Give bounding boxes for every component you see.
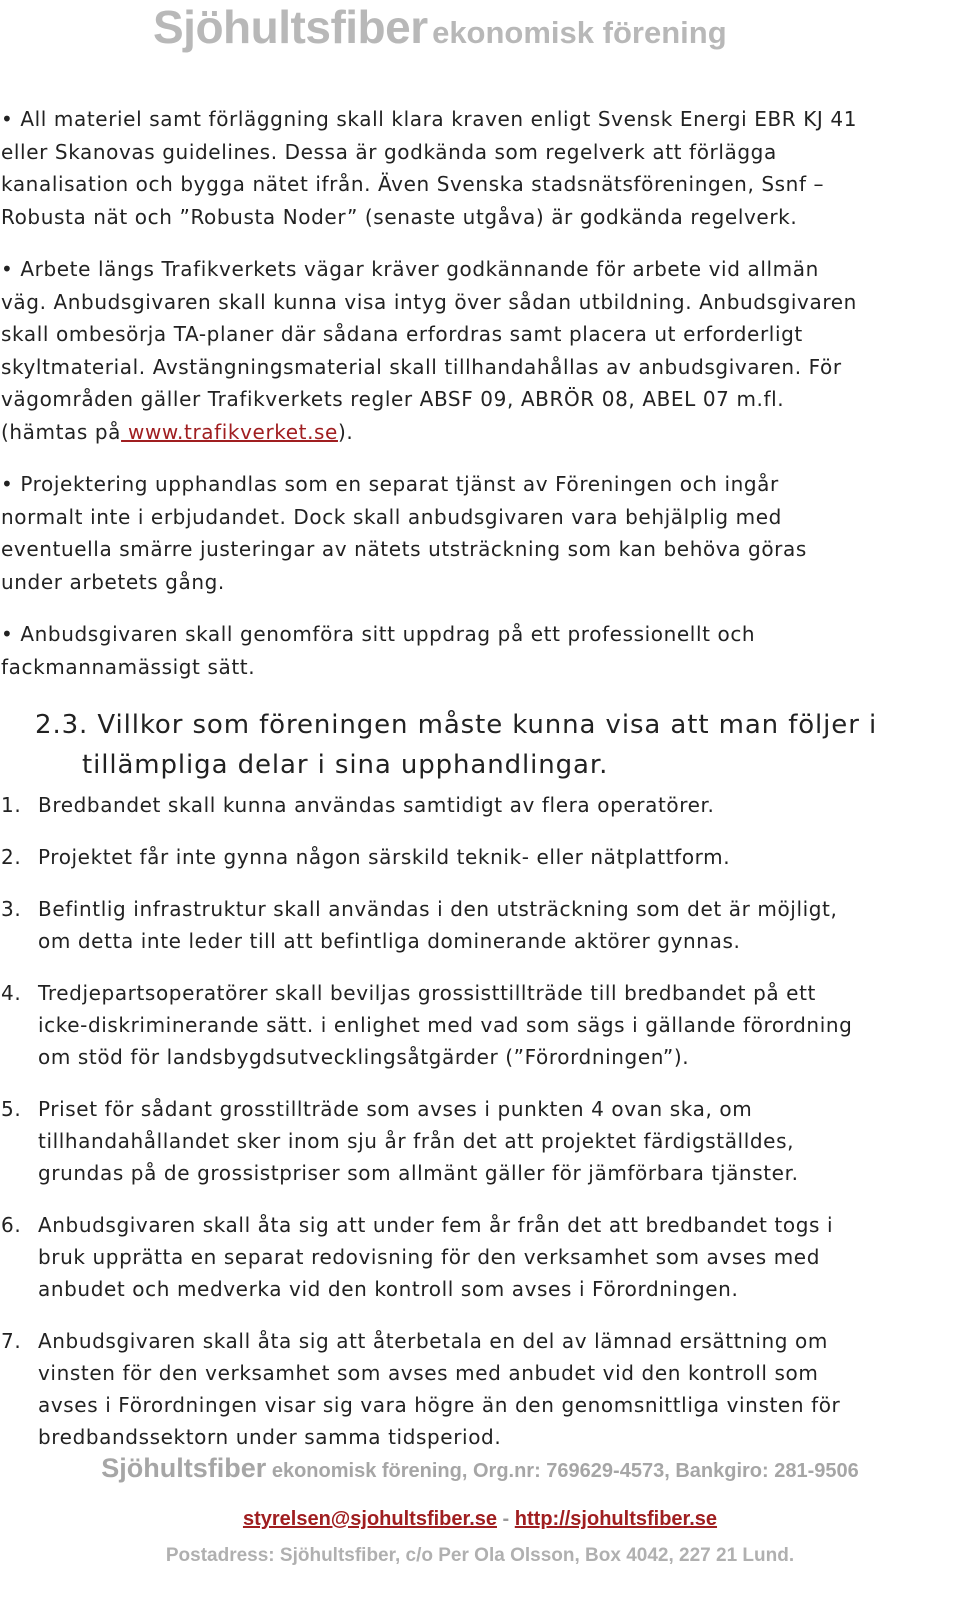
document-header xyxy=(153,0,727,53)
list-item xyxy=(1,789,956,821)
text-line: tillhandahållandet sker inom sju år från det att projektet färdigställdes, xyxy=(38,1129,795,1153)
list-item xyxy=(1,1093,956,1189)
footer-email-link[interactable]: styrelsen@sjohultsfiber.se xyxy=(242,1508,497,1530)
text-line: grundas på de grossistpriser som allmänt gäller för jämförbara tjänster. xyxy=(38,1161,799,1185)
link-prefix: (hämtas på xyxy=(1,419,122,444)
text-line: eventuella smärre justeringar av nätets utsträckning som kan behöva göras xyxy=(1,537,807,561)
bullet-paragraph xyxy=(1,468,956,598)
section-heading-line: 2.3. Villkor som föreningen måste kunna visa att man följer i xyxy=(35,710,878,740)
text-line: bruk upprätta en separat redovisning för den verksamhet som avses med xyxy=(38,1245,821,1269)
section-heading-line: tillämpliga delar i sina upphandlingar. xyxy=(82,750,609,780)
text-line: skall ombesörja TA-planer där sådana erfordras samt placera ut erforderligt xyxy=(1,322,803,346)
text-line: icke-diskriminerande sätt. i enlighet med vad som sägs i gällande förordning xyxy=(38,1013,853,1037)
text-line: Projektet får inte gynna någon särskild teknik- eller nätplattform. xyxy=(38,845,731,869)
header-brand: Sjöhultsfiber xyxy=(153,1,428,53)
list-number: 7. xyxy=(1,1329,22,1353)
header-subtitle: ekonomisk förening xyxy=(432,15,727,50)
list-item xyxy=(1,1209,956,1305)
text-line: väg. Anbudsgivaren skall kunna visa intyg över sådan utbildning. Anbudsgivaren xyxy=(1,289,857,314)
bullet-paragraph xyxy=(1,253,956,448)
list-number: 2. xyxy=(1,845,22,869)
list-number: 6. xyxy=(1,1213,22,1237)
text-line: Befintlig infrastruktur skall användas i den utsträckning som det är möjligt, xyxy=(38,897,838,921)
list-number: 4. xyxy=(1,981,22,1005)
bullet-paragraph xyxy=(1,103,956,233)
list-number: 1. xyxy=(1,793,22,817)
text-line: kanalisation och bygga nätet ifrån. Även Svenska stadsnätsföreningen, Ssnf – xyxy=(1,172,825,196)
text-line: vägområden gäller Trafikverkets regler ABSF 09, ABRÖR 08, ABEL 07 m.fl. xyxy=(1,387,785,411)
text-line: Robusta nät och ”Robusta Noder” (senaste utgåva) är godkända regelverk. xyxy=(1,204,798,229)
text-line: skyltmaterial. Avstängningsmaterial skall tillhandahållas av anbudsgivaren. För xyxy=(1,354,842,379)
text-line: bredbandssektorn under samma tidsperiod. xyxy=(38,1425,502,1449)
list-item xyxy=(1,841,956,873)
text-line: Priset för sådant grosstillträde som avses i punkten 4 ovan ska, om xyxy=(38,1097,753,1121)
trafikverket-link[interactable]: www.trafikverket.se xyxy=(121,419,338,444)
footer-website-link[interactable]: http://sjohultsfiber.se xyxy=(514,1508,718,1530)
section-heading xyxy=(1,705,956,785)
text-line: • All materiel samt förläggning skall klara kraven enligt Svensk Energi EBR KJ 41 xyxy=(1,107,858,131)
text-line: om detta inte leder till att befintliga dominerande aktörer gynnas. xyxy=(38,929,741,953)
numbered-list xyxy=(1,789,956,1453)
text-line: avses i Förordningen visar sig vara högre än den genomsnittliga vinsten för xyxy=(38,1393,841,1417)
footer-brand: Sjöhultsfiber xyxy=(101,1453,267,1483)
text-line: • Projektering upphandlas som en separat tjänst av Föreningen och ingår xyxy=(1,472,779,496)
text-line: eller Skanovas guidelines. Dessa är godkända som regelverk att förlägga xyxy=(1,139,777,164)
text-line: • Anbudsgivaren skall genomföra sitt uppdrag på ett professionellt och xyxy=(1,622,756,646)
text-line: fackmannamässigt sätt. xyxy=(1,654,256,679)
text-line: normalt inte i erbjudandet. Dock skall anbudsgivaren vara behjälplig med xyxy=(1,504,782,529)
footer-contact xyxy=(0,1508,960,1531)
text-line: • Arbete längs Trafikverkets vägar kräver godkännande för arbete vid allmän xyxy=(1,257,819,281)
text-line xyxy=(1,416,956,449)
link-suffix: ). xyxy=(337,419,354,444)
text-line: under arbetets gång. xyxy=(1,569,225,594)
list-item xyxy=(1,893,956,957)
text-line: Tredjepartsoperatörer skall beviljas grossisttillträde till bredbandet på ett xyxy=(38,981,816,1005)
text-line: vinsten för den verksamhet som avses med anbudet vid den kontroll som xyxy=(38,1361,819,1385)
footer-separator: - xyxy=(497,1508,515,1530)
footer-address: Postadress: Sjöhultsfiber, c/o Per Ola Olsson, Box 4042, 227 21 Lund. xyxy=(165,1545,795,1566)
text-line: Anbudsgivaren skall åta sig att återbetala en del av lämnad ersättning om xyxy=(38,1329,828,1353)
text-line: Bredbandet skall kunna användas samtidigt av flera operatörer. xyxy=(38,793,715,817)
text-line: Anbudsgivaren skall åta sig att under fem år från det att bredbandet togs i xyxy=(38,1213,834,1237)
text-line: om stöd för landsbygdsutvecklingsåtgärder (”Förordningen”). xyxy=(38,1045,690,1069)
footer-org-info xyxy=(0,1453,960,1484)
bullet-paragraph xyxy=(1,618,956,683)
footer-info-text: ekonomisk förening, Org.nr: 769629-4573, Bankgiro: 281-9506 xyxy=(266,1460,859,1482)
list-number: 5. xyxy=(1,1097,22,1121)
list-number: 3. xyxy=(1,897,22,921)
document-body xyxy=(1,103,956,1473)
list-item xyxy=(1,1325,956,1453)
list-item xyxy=(1,977,956,1073)
text-line: anbudet och medverka vid den kontroll som avses i Förordningen. xyxy=(38,1277,739,1301)
